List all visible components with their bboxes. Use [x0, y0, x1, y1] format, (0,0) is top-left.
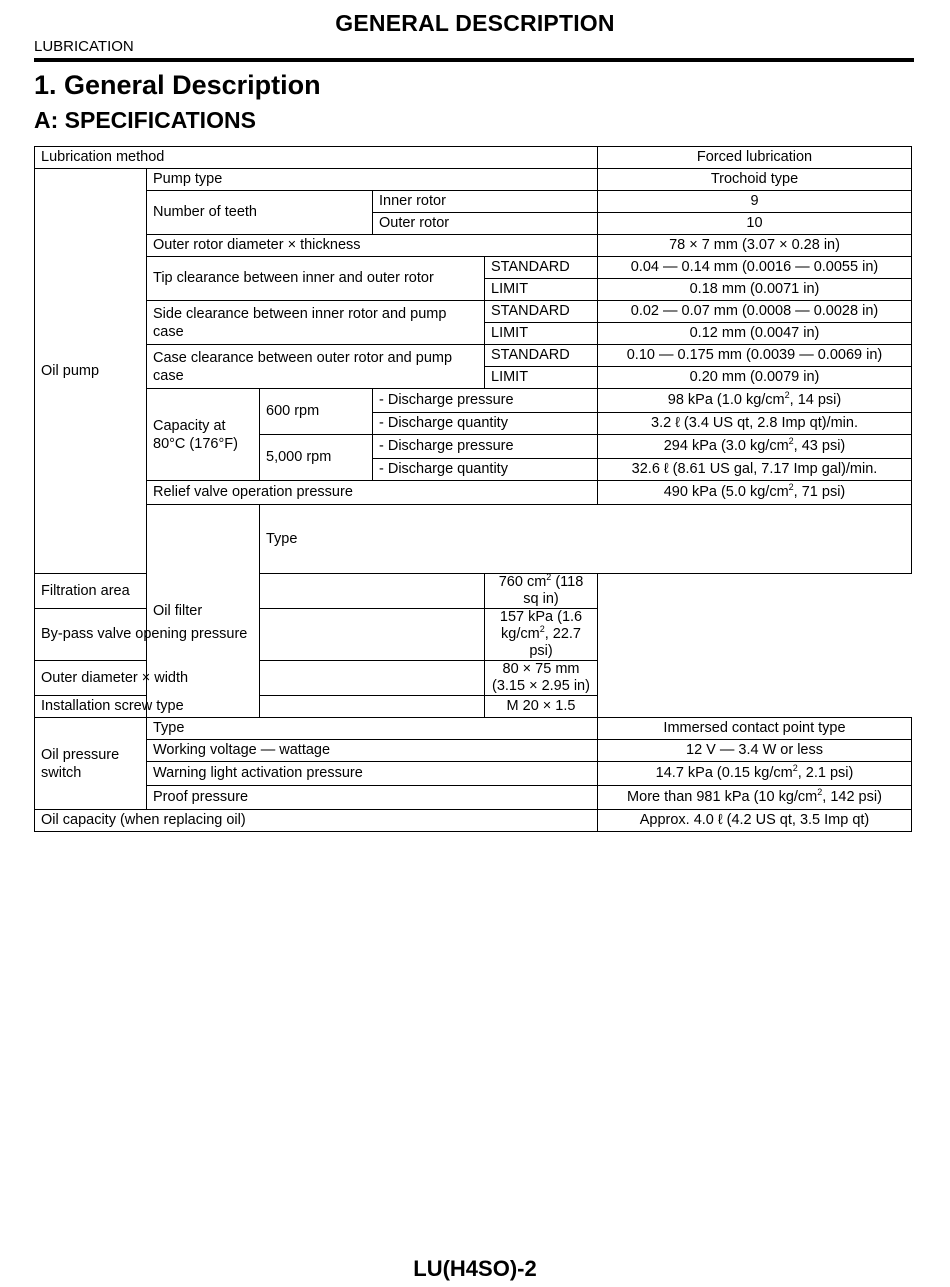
- table-row: [35, 696, 912, 718]
- table-row: [35, 718, 912, 740]
- row-label: Side clearance between inner rotor and pump case: [147, 301, 485, 345]
- table-row: [35, 810, 912, 832]
- superscript: 2: [546, 573, 552, 583]
- value-text: 157 kPa (1.6 kg/cm: [499, 609, 583, 642]
- row-value: 78 × 7 mm (3.07 × 0.28 in): [598, 235, 912, 257]
- value-text: , 43 psi): [793, 438, 846, 454]
- row-value: 0.04 — 0.14 mm (0.0016 — 0.0055 in): [598, 257, 912, 279]
- row-value: [598, 762, 912, 786]
- value-text: (118 sq in): [523, 574, 584, 607]
- section-heading: 1. General Description: [34, 70, 321, 100]
- table-row: [35, 661, 912, 696]
- specifications-table: [34, 146, 912, 832]
- table-row: [35, 169, 912, 191]
- row-value: 0.02 — 0.07 mm (0.0008 — 0.0028 in): [598, 301, 912, 323]
- row-value: 80 × 75 mm (3.15 × 2.95 in): [485, 661, 598, 696]
- row-label: Outer rotor diameter × thickness: [147, 235, 598, 257]
- value-text: 98 kPa (1.0 kg/cm: [667, 392, 785, 408]
- sub-label: LIMIT: [485, 367, 598, 389]
- row-label: Outer diameter × width: [35, 661, 485, 696]
- superscript: 2: [788, 482, 794, 493]
- superscript: 2: [784, 390, 790, 401]
- superscript: 2: [788, 436, 794, 447]
- row-value: Immersed contact point type: [598, 718, 912, 740]
- row-value: [598, 481, 912, 505]
- value-text: , 71 psi): [793, 484, 846, 500]
- superscript: 2: [817, 787, 823, 798]
- row-value: 32.6 ℓ (8.61 US gal, 7.17 Imp gal)/min.: [598, 459, 912, 481]
- table-row: [35, 762, 912, 786]
- row-label: Number of teeth: [147, 191, 373, 235]
- row-label: Tip clearance between inner and outer rotor: [147, 257, 485, 301]
- rpm-label: 600 rpm: [260, 389, 373, 435]
- row-value: [485, 609, 598, 661]
- row-label: Type: [260, 505, 912, 574]
- subsection-heading: A: SPECIFICATIONS: [34, 107, 256, 133]
- table-row: [35, 345, 912, 367]
- section-label: LUBRICATION: [34, 38, 134, 55]
- row-label: Warning light activation pressure: [147, 762, 598, 786]
- sub-label: STANDARD: [485, 301, 598, 323]
- superscript: 2: [792, 763, 798, 774]
- row-value: 12 V — 3.4 W or less: [598, 740, 912, 762]
- row-label: Working voltage — wattage: [147, 740, 598, 762]
- row-label: Filtration area: [35, 574, 485, 609]
- value-text: 760 cm: [498, 574, 547, 590]
- value-text: 294 kPa (3.0 kg/cm: [663, 438, 789, 454]
- row-value: 3.2 ℓ (3.4 US qt, 2.8 Imp qt)/min.: [598, 413, 912, 435]
- sub-label: - Discharge quantity: [373, 413, 598, 435]
- header-divider: [34, 58, 914, 62]
- table-row: [35, 191, 912, 213]
- row-label: Pump type: [147, 169, 598, 191]
- page-number: LU(H4SO)-2: [413, 1256, 537, 1281]
- row-label: Oil capacity (when replacing oil): [35, 810, 598, 832]
- row-label: Relief valve operation pressure: [147, 481, 598, 505]
- row-value: 9: [598, 191, 912, 213]
- rpm-label: 5,000 rpm: [260, 435, 373, 481]
- row-value: Forced lubrication: [598, 147, 912, 169]
- table-row: [35, 786, 912, 810]
- row-value: 0.12 mm (0.0047 in): [598, 323, 912, 345]
- oil-pressure-switch-group-label: Oil pressure switch: [35, 718, 147, 810]
- value-text: , 14 psi): [789, 392, 842, 408]
- row-value: [598, 435, 912, 459]
- table-row: [35, 389, 912, 413]
- table-row: [35, 481, 912, 505]
- oil-pump-group-label: Oil pump: [35, 169, 147, 574]
- value-text: More than 981 kPa (10 kg/cm: [627, 789, 818, 805]
- sub-label: STANDARD: [485, 257, 598, 279]
- sub-label: Outer rotor: [373, 213, 598, 235]
- row-value: [598, 786, 912, 810]
- sub-label: LIMIT: [485, 323, 598, 345]
- table-row: [35, 147, 912, 169]
- row-value: Approx. 4.0 ℓ (4.2 US qt, 3.5 Imp qt): [598, 810, 912, 832]
- row-label: Lubrication method: [35, 147, 598, 169]
- row-value: Trochoid type: [598, 169, 912, 191]
- row-label: By-pass valve opening pressure: [35, 609, 485, 661]
- row-value: 0.20 mm (0.0079 in): [598, 367, 912, 389]
- value-text: 14.7 kPa (0.15 kg/cm: [655, 765, 793, 781]
- row-label: Type: [147, 718, 598, 740]
- row-label: Case clearance between outer rotor and pump case: [147, 345, 485, 389]
- table-row: [35, 301, 912, 323]
- value-text: , 22.7 psi): [529, 626, 581, 659]
- row-value: 0.10 — 0.175 mm (0.0039 — 0.0069 in): [598, 345, 912, 367]
- table-row: [35, 235, 912, 257]
- sub-label: Inner rotor: [373, 191, 598, 213]
- row-value: M 20 × 1.5: [485, 696, 598, 718]
- table-row: [35, 257, 912, 279]
- value-text: , 2.1 psi): [797, 765, 854, 781]
- row-label: Installation screw type: [35, 696, 485, 718]
- sub-label: - Discharge pressure: [373, 435, 598, 459]
- row-value: 10: [598, 213, 912, 235]
- page-header-title: GENERAL DESCRIPTION: [335, 10, 615, 36]
- sub-label: STANDARD: [485, 345, 598, 367]
- row-label: Proof pressure: [147, 786, 598, 810]
- sub-label: - Discharge pressure: [373, 389, 598, 413]
- table-row: [35, 740, 912, 762]
- oil-filter-group-label: Oil filter: [147, 505, 260, 718]
- value-text: 490 kPa (5.0 kg/cm: [663, 484, 789, 500]
- table-row: [35, 505, 912, 574]
- sub-label: LIMIT: [485, 279, 598, 301]
- row-label: Capacity at 80°C (176°F): [147, 389, 260, 481]
- row-value: 0.18 mm (0.0071 in): [598, 279, 912, 301]
- row-value: [598, 389, 912, 413]
- value-text: , 142 psi): [822, 789, 882, 805]
- sub-label: - Discharge quantity: [373, 459, 598, 481]
- superscript: 2: [539, 624, 545, 635]
- row-value: [485, 574, 598, 609]
